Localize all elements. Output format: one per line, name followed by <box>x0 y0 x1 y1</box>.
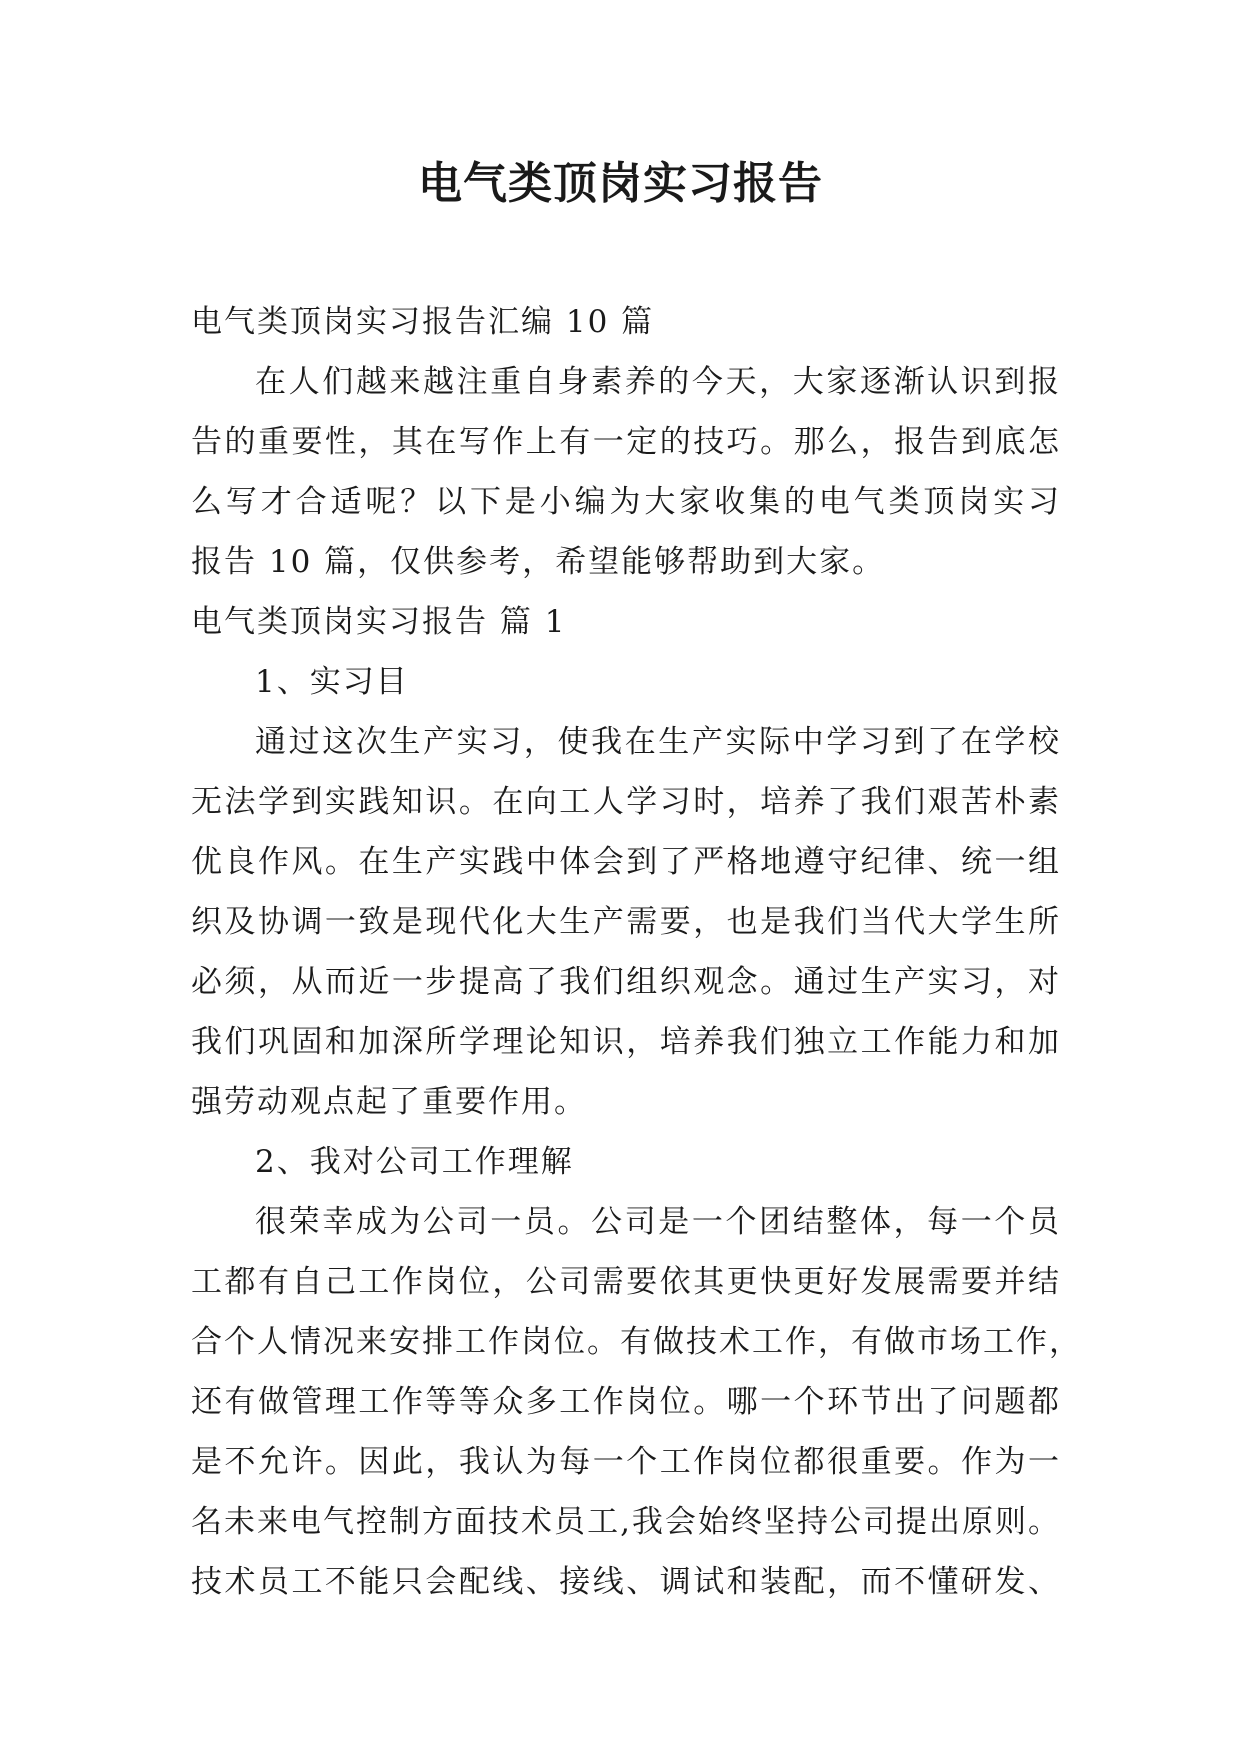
text-line: 优良作风。在生产实践中体会到了严格地遵守纪律、统一组 <box>191 844 1061 880</box>
text-line: 在人们越来越注重自身素养的今天，大家逐渐认识到报 <box>255 364 1061 400</box>
text-line: 通过这次生产实习，使我在生产实际中学习到了在学校 <box>255 724 1061 760</box>
text-line: 报告 10 篇，仅供参考，希望能够帮助到大家。 <box>191 544 886 580</box>
text-line: 1、实习目 <box>255 664 409 700</box>
text-line: 必须，从而近一步提高了我们组织观念。通过生产实习，对 <box>191 964 1061 1000</box>
text-line: 电气类顶岗实习报告 篇 1 <box>191 604 567 640</box>
text-line: 工都有自己工作岗位，公司需要依其更快更好发展需要并结 <box>191 1264 1061 1300</box>
text-line: 告的重要性，其在写作上有一定的技巧。那么，报告到底怎 <box>191 424 1061 460</box>
text-line: 织及协调一致是现代化大生产需要，也是我们当代大学生所 <box>191 904 1061 940</box>
text-line: 我们巩固和加深所学理论知识，培养我们独立工作能力和加 <box>191 1024 1061 1060</box>
text-line: 无法学到实践知识。在向工人学习时，培养了我们艰苦朴素 <box>191 784 1061 820</box>
text-line: 2、我对公司工作理解 <box>255 1144 574 1180</box>
text-line: 技术员工不能只会配线、接线、调试和装配，而不懂研发、 <box>191 1564 1061 1600</box>
text-line: 名未来电气控制方面技术员工,我会始终坚持公司提出原则。 <box>191 1504 1061 1540</box>
document-body <box>191 292 1082 1612</box>
text-line: 很荣幸成为公司一员。公司是一个团结整体，每一个员 <box>255 1204 1061 1240</box>
text-line: 么写才合适呢？以下是小编为大家收集的电气类顶岗实习 <box>191 484 1061 520</box>
document-title: 电气类顶岗实习报告 <box>418 158 823 209</box>
text-line: 还有做管理工作等等众多工作岗位。哪一个环节出了问题都 <box>191 1384 1061 1420</box>
text-line: 合个人情况来安排工作岗位。有做技术工作，有做市场工作， <box>191 1324 1082 1360</box>
text-line: 电气类顶岗实习报告汇编 10 篇 <box>191 304 655 340</box>
text-line: 强劳动观点起了重要作用。 <box>191 1084 587 1120</box>
text-line: 是不允许。因此，我认为每一个工作岗位都很重要。作为一 <box>191 1444 1061 1480</box>
